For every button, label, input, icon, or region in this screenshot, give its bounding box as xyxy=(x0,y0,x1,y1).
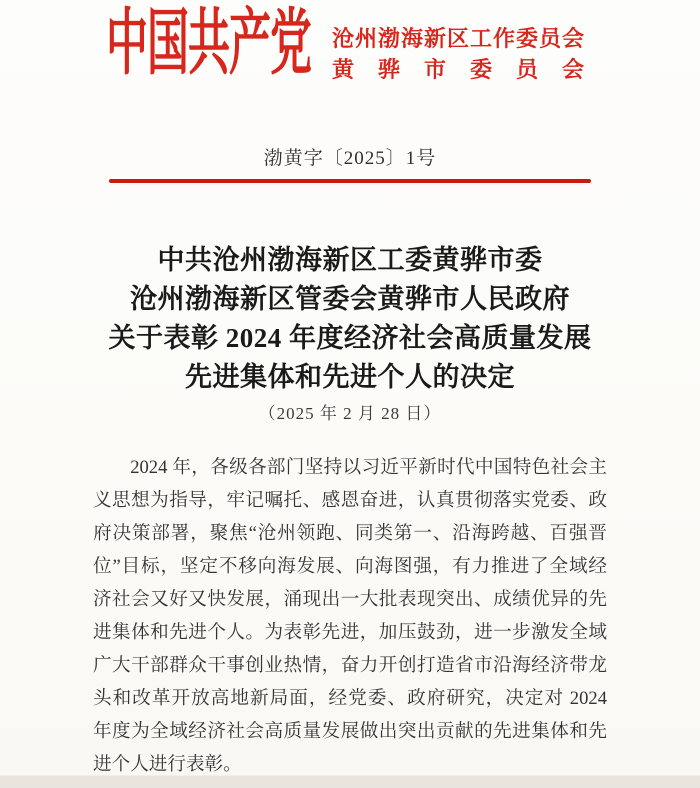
body-line: 进集体和先进个人。为表彰先进，加压鼓劲，进一步激发全域 xyxy=(93,622,607,643)
body-line: 济社会又好又快发展，涌现出一大批表现突出、成绩优异的先 xyxy=(93,589,607,610)
document-number: 渤黄字〔2025〕1号 xyxy=(263,148,437,169)
body-line: 位”目标，坚定不移向海发展、向海图强，有力推进了全域经 xyxy=(93,556,607,577)
party-name xyxy=(106,5,318,85)
red-divider-line xyxy=(109,179,591,183)
document-body xyxy=(93,451,607,781)
document-title xyxy=(0,241,700,397)
letterhead xyxy=(0,0,700,122)
body-line: 府决策部署，聚焦“沧州领跑、同类第一、沿海跨越、百强晋 xyxy=(93,523,607,544)
body-line: 年度为全域经济社会高质量发展做出突出贡献的先进集体和先 xyxy=(93,721,607,742)
org-line-municipal-committee: 黄骅市委员会 xyxy=(332,57,584,82)
body-line: 进个人进行表彰。 xyxy=(93,754,242,775)
document-date: （2025 年 2 月 28 日） xyxy=(258,404,442,423)
body-line: 头和改革开放高地新局面，经党委、政府研究，决定对 2024 xyxy=(93,688,607,709)
title-line-4: 先进集体和先进个人的决定 xyxy=(185,362,515,392)
org-line-work-committee: 沧州渤海新区工作委员会 xyxy=(332,26,584,51)
title-line-2: 沧州渤海新区管委会黄骅市人民政府 xyxy=(130,284,570,314)
title-line-3: 关于表彰 2024 年度经济社会高质量发展 xyxy=(108,323,592,353)
body-line: 广大干部群众干事创业热情，奋力开创打造省市沿海经济带龙 xyxy=(93,655,607,676)
page-bottom-edge xyxy=(0,775,700,788)
body-line: 义思想为指导，牢记嘱托、感恩奋进，认真贯彻落实党委、政 xyxy=(93,490,607,511)
party-name-text: 中国共产党 xyxy=(106,5,312,85)
issuing-organizations xyxy=(332,22,584,85)
title-line-1: 中共沧州渤海新区工委黄骅市委 xyxy=(157,245,543,275)
body-line: 2024 年，各级各部门坚持以习近平新时代中国特色社会主 xyxy=(130,457,607,478)
